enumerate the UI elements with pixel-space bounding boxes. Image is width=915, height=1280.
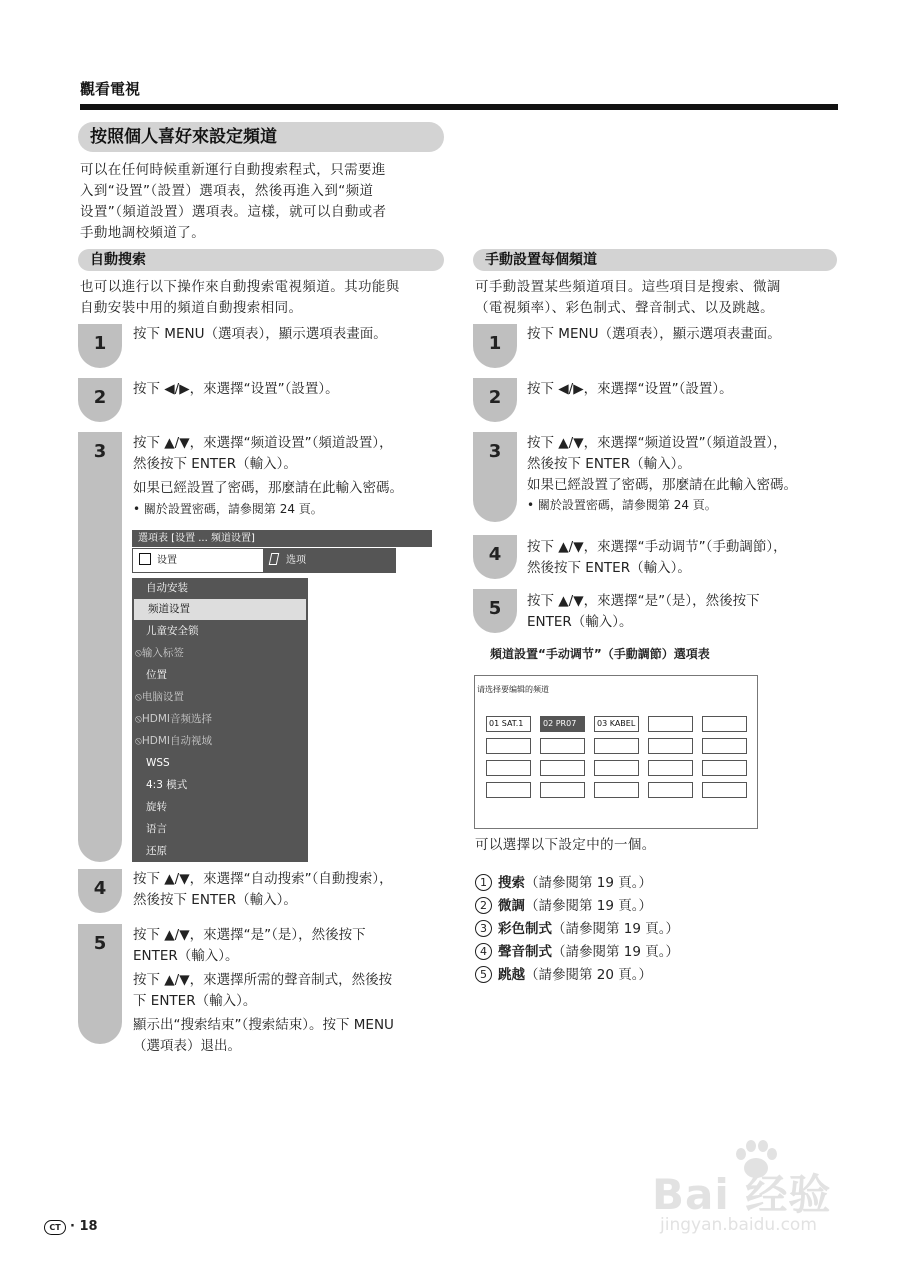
select-text: 可以選擇以下設定中的一個。 [475,837,656,853]
channel-cell[interactable] [540,782,585,798]
menu-item-disabled: ⦸HDMI音频选择 [135,713,212,725]
manual-setup-heading: 手動設置每個頻道 [473,249,837,271]
step-5-number: 5 [93,933,107,954]
channel-cell-selected[interactable]: 02 PR07 [540,716,585,732]
auto-search-heading: 自動搜索 [78,249,444,271]
manual-step-3-number: 3 [488,441,502,462]
menu-item[interactable]: 语言 [146,823,167,835]
channel-cell[interactable] [648,760,693,776]
channel-cell[interactable] [702,716,747,732]
channel-cell[interactable] [486,738,531,754]
menu-tab-settings[interactable]: 设置 [132,548,264,573]
option-item: 5 跳越（請參閱第 20 頁。） [475,964,679,987]
step-2-number: 2 [93,387,107,408]
grid-prompt: 请选择要编辑的频道 [477,685,549,694]
grid-title: 頻道設置“手动调节”（手動調節）選項表 [490,647,710,661]
channel-cell[interactable] [648,716,693,732]
channel-cell[interactable]: 03 KABEL [594,716,639,732]
channel-cell[interactable] [486,760,531,776]
manual-step-1-number: 1 [488,333,502,354]
channel-cell[interactable] [540,738,585,754]
channel-cell[interactable] [648,782,693,798]
menu-item-selected[interactable]: 频道设置 [134,599,306,620]
step-3-bullet: • 關於設置密碼，請參閱第 24 頁。 [133,502,323,516]
settings-icon [139,553,151,565]
channel-cell[interactable] [540,760,585,776]
menu-item[interactable]: WSS [146,757,170,769]
menu-tab-options[interactable]: 选项 [264,548,396,573]
step-2-text: 按下 ◀/▶，來選擇“设置”（設置）。 [133,381,339,397]
step-3-bar [78,432,122,862]
options-list [475,872,679,987]
menu-item[interactable]: 儿童安全锁 [146,625,199,637]
menu-item-disabled: ⦸HDMI自动视域 [135,735,212,747]
option-item: 1 搜索（請參閱第 19 頁。） [475,872,679,895]
channel-cell[interactable] [648,738,693,754]
page-number: · 18 [70,1219,98,1234]
option-item: 2 微調（請參閱第 19 頁。） [475,895,679,918]
menu-item[interactable]: 旋转 [146,801,167,813]
option-item: 3 彩色制式（請參閱第 19 頁。） [475,918,679,941]
language-badge: CT [44,1220,66,1235]
watermark-brand: Bai 经验 [652,1170,832,1219]
manual-setup-desc: 可手動設置某些頻道項目。這些項目是搜索、微調 （電視頻率）、彩色制式、聲音制式、以及跳越。 [475,279,781,316]
channel-cell[interactable] [594,738,639,754]
section-label: 觀看電視 [80,80,141,98]
manual-step-3-bullet: • 關於設置密碼，請參閱第 24 頁。 [527,498,717,512]
menu-item[interactable]: 4:3 模式 [146,779,188,791]
option-item: 4 聲音制式（請參閱第 19 頁。） [475,941,679,964]
step-1-text: 按下 MENU（選項表），顯示選項表畫面。 [133,326,387,342]
manual-step-4-text: 按下 ▲/▼，來選擇“手动调节”（手動調節）， 然後按下 ENTER（輸入）。 [527,539,787,576]
menu-item-disabled: ⦸电脑设置 [135,691,184,703]
step-1-number: 1 [93,333,107,354]
step-4-number: 4 [93,878,107,899]
manual-step-1-text: 按下 MENU（選項表），顯示選項表畫面。 [527,326,781,342]
menu-item[interactable]: 还原 [146,845,167,857]
channel-cell[interactable] [702,760,747,776]
channel-cell[interactable]: 01 SAT.1 [486,716,531,732]
page-title: 按照個人喜好來設定頻道 [78,122,444,152]
manual-step-4-number: 4 [488,544,502,565]
channel-cell[interactable] [702,738,747,754]
step-3-number: 3 [93,441,107,462]
channel-grid [474,675,758,829]
manual-step-2-text: 按下 ◀/▶，來選擇“设置”（設置）。 [527,381,733,397]
manual-step-5-text: 按下 ▲/▼，來選擇“是”（是），然後按下 ENTER（輸入）。 [527,593,760,630]
channel-cell[interactable] [594,782,639,798]
watermark-url: jingyan.baidu.com [660,1215,817,1235]
manual-step-2-number: 2 [488,387,502,408]
menu-header: 選項表 [设置 ... 频道设置] [132,530,432,547]
channel-cell[interactable] [702,782,747,798]
menu-item[interactable]: 自动安装 [146,582,188,594]
step-3-text: 按下 ▲/▼，來選擇“频道设置”（頻道設置）， 然後按下 ENTER（輸入）。 如果已經設置了密碼，那麼請在此輸入密碼。 [133,435,403,496]
options-icon [269,553,280,565]
menu-list [132,578,308,862]
manual-step-3-text: 按下 ▲/▼，來選擇“频道设置”（頻道設置）， 然後按下 ENTER（輸入）。 如果已經設置了密碼，那麼請在此輸入密碼。 [527,435,797,493]
menu-item[interactable]: 位置 [146,669,167,681]
channel-cell[interactable] [486,782,531,798]
auto-search-desc: 也可以進行以下操作來自動搜索電視頻道。其功能與 自動安裝中用的頻道自動搜索相同。 [80,279,400,316]
manual-step-5-number: 5 [488,598,502,619]
step-5-text: 按下 ▲/▼，來選擇“是”（是），然後按下 ENTER（輸入）。 按下 ▲/▼，來選擇所需的聲音制式，然後按 下 ENTER（輸入）。 顯示出“搜索结束”（搜索結束）。按下 MENU （選項表）退出。 [133,927,394,1054]
menu-item-disabled: ⦸输入标签 [135,647,184,659]
header-rule [80,104,838,110]
intro-paragraph: 可以在任何時候重新運行自動搜索程式，只需要進 入到“设置”（設置）選項表，然後再進入到“频道 设置”（頻道設置）選項表。這樣，就可以自動或者 手動地調校頻道了。 [80,162,387,241]
channel-cell[interactable] [594,760,639,776]
step-4-text: 按下 ▲/▼，來選擇“自动搜索”（自動搜索）， 然後按下 ENTER（輸入）。 [133,871,393,908]
